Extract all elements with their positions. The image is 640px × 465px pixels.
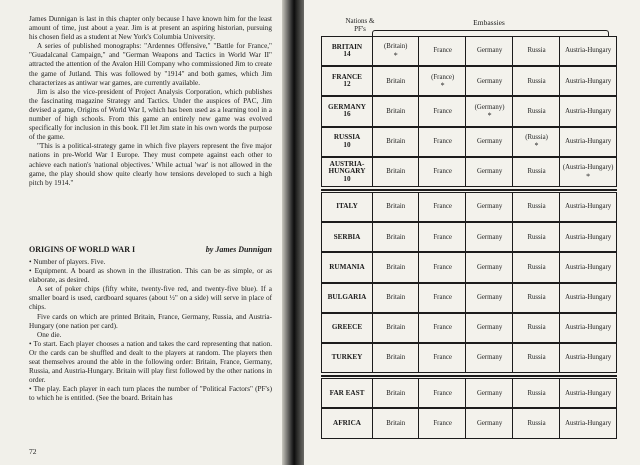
nation-name: SERBIA	[333, 232, 361, 241]
nation-name: AUSTRIA-HUNGARY	[328, 159, 366, 176]
embassy-label: Russia	[527, 263, 546, 271]
page-number: 72	[29, 447, 37, 456]
embassy-cell	[465, 252, 513, 282]
embassy-label: Russia	[527, 324, 546, 332]
embassy-cell	[418, 378, 466, 408]
nation-name: BULGARIA	[327, 292, 367, 301]
nation-cell-russia	[321, 127, 373, 157]
embassy-cell	[418, 283, 466, 313]
embassy-label: Germany	[476, 233, 503, 241]
embassy-label: Britain	[386, 203, 406, 211]
embassy-label: Austria-Hungary	[565, 389, 612, 397]
intro-paragraph-2: A series of published monographs: "Ardennes Offensive," "Battle for France," "Guadalcanal Campaign," and "German Weapons and Tactics in World War II" attracted the attention of the Avalon Hill Company who commissioned Jim to create the game of Jutland. This was followed by "1914" and both games, which Jim characterizes as antiwar war games, are currently available.	[29, 42, 272, 87]
board-row-france	[321, 66, 617, 96]
embassy-cell	[418, 343, 466, 373]
board-row-bulgaria	[321, 283, 617, 313]
embassy-cell	[512, 283, 560, 313]
embassy-label: Germany	[476, 77, 503, 85]
embassy-label: Russia	[527, 354, 546, 362]
right-page	[304, 0, 640, 465]
embassy-label: France	[433, 203, 452, 211]
embassy-label: France	[433, 107, 452, 115]
embassy-cell	[559, 96, 617, 126]
board-separator-minor	[321, 375, 617, 377]
embassy-cell	[512, 96, 560, 126]
board-row-italy	[321, 192, 617, 222]
embassy-cell	[559, 378, 617, 408]
embassy-cell	[372, 192, 420, 222]
embassy-label: France	[433, 168, 452, 176]
embassy-label: (Britain)	[384, 43, 408, 51]
embassy-label: Britain	[386, 137, 406, 145]
embassy-label: Austria-Hungary	[565, 107, 612, 115]
board-row-far-east	[321, 378, 617, 408]
embassy-label: Russia	[527, 107, 546, 115]
rule-cards: Five cards on which are printed Britain, France, Germany, Russia, and Austria-Hungary (one nation per card).	[29, 312, 272, 330]
nation-name: FRANCE	[332, 72, 362, 81]
embassy-label: Britain	[386, 324, 406, 332]
embassy-label: Austria-Hungary	[565, 419, 612, 427]
embassy-cell	[465, 157, 513, 187]
nation-name: RUSSIA	[333, 133, 361, 142]
embassy-cell	[512, 192, 560, 222]
embassy-label: Austria-Hungary	[565, 137, 612, 145]
embassy-cell	[465, 343, 513, 373]
board-row-greece	[321, 313, 617, 343]
embassy-cell	[418, 157, 466, 187]
embassy-cell	[418, 408, 466, 438]
intro-paragraph-4: "This is a political-strategy game in which five players represent the five major nations in pre-World War I Europe. They must compete against each other to achieve each nation's 'national objectives.' While actual 'war' is not allowed in the game, the play should show quite clearly how tensions developed to such a high pitch by 1914."	[29, 142, 272, 187]
embassy-label: Britain	[386, 107, 406, 115]
embassy-cell	[559, 343, 617, 373]
embassy-cell	[372, 313, 420, 343]
embassy-cell	[372, 36, 420, 66]
home-star-icon: *	[586, 171, 591, 181]
intro-paragraph-1: James Dunnigan is last in this chapter only because I have known him for the least amount of time, just about a year. Jim is at present an aspiring historian, pursuing his chosen field as a student at New York's Columbia University.	[29, 15, 272, 42]
nation-name: RUMANIA	[329, 262, 365, 271]
nation-cell-germany	[321, 96, 373, 126]
nation-name: GREECE	[331, 323, 363, 332]
embassy-label: Russia	[527, 419, 546, 427]
nation-cell-greece	[321, 313, 373, 343]
nation-pf: 12	[343, 80, 351, 89]
embassy-cell	[512, 408, 560, 438]
embassy-label: (Germany)	[474, 103, 505, 111]
embassy-label: Britain	[386, 263, 406, 271]
embassy-cell	[559, 408, 617, 438]
embassy-label: France	[433, 263, 452, 271]
embassy-label: Austria-Hungary	[565, 77, 612, 85]
rules-text	[29, 258, 272, 404]
home-star-icon: *	[534, 141, 539, 151]
embassy-cell	[418, 222, 466, 252]
embassy-cell	[372, 408, 420, 438]
embassy-cell	[372, 96, 420, 126]
embassy-cell	[418, 66, 466, 96]
embassy-label: Britain	[386, 354, 406, 362]
board-row-austria-hungary	[321, 157, 617, 187]
embassy-label: Austria-Hungary	[565, 47, 612, 55]
embassy-cell	[465, 96, 513, 126]
embassy-label: France	[433, 324, 452, 332]
board-row-britain	[321, 36, 617, 66]
embassy-label: Germany	[476, 168, 503, 176]
embassy-cell	[418, 127, 466, 157]
nation-cell-rumania	[321, 252, 373, 282]
embassy-cell	[559, 283, 617, 313]
embassy-cell	[465, 283, 513, 313]
nation-name: GERMANY	[328, 103, 366, 112]
embassy-label: (France)	[431, 73, 455, 81]
embassy-cell	[372, 157, 420, 187]
embassy-label: Britain	[386, 77, 406, 85]
embassy-label: Britain	[386, 293, 406, 301]
embassy-label: Austria-Hungary	[565, 233, 612, 241]
embassy-label: Austria-Hungary	[565, 354, 612, 362]
embassy-label: France	[433, 389, 452, 397]
embassy-label: Britain	[386, 389, 406, 397]
embassy-label: Germany	[476, 263, 503, 271]
embassies-header: Embassies	[473, 18, 505, 27]
nation-pf: 16	[343, 110, 351, 119]
embassy-cell	[372, 252, 420, 282]
nation-name: BRITAIN	[331, 42, 363, 51]
nation-cell-turkey	[321, 343, 373, 373]
embassy-label: France	[433, 233, 452, 241]
embassy-cell	[559, 157, 617, 187]
board-row-turkey	[321, 343, 617, 373]
home-star-icon: *	[393, 50, 398, 60]
nation-cell-far-east	[321, 378, 373, 408]
embassy-label: Germany	[476, 354, 503, 362]
nation-name: TURKEY	[331, 353, 363, 362]
nation-cell-africa	[321, 408, 373, 438]
nation-name: FAR EAST	[329, 388, 365, 397]
left-page	[0, 0, 282, 465]
embassy-cell	[372, 222, 420, 252]
embassy-label: Russia	[527, 233, 546, 241]
embassy-cell	[559, 313, 617, 343]
embassy-label: France	[433, 137, 452, 145]
embassy-cell	[465, 408, 513, 438]
nation-cell-italy	[321, 192, 373, 222]
embassy-label: Austria-Hungary	[565, 263, 612, 271]
book-gutter	[282, 0, 304, 465]
embassy-label: France	[433, 354, 452, 362]
embassy-cell	[465, 127, 513, 157]
embassy-label: Russia	[527, 293, 546, 301]
embassy-label: Russia	[527, 203, 546, 211]
embassy-cell	[372, 283, 420, 313]
embassy-label: France	[433, 419, 452, 427]
embassy-cell	[559, 252, 617, 282]
board-row-africa	[321, 408, 617, 438]
embassy-label: Germany	[476, 389, 503, 397]
embassy-cell	[418, 36, 466, 66]
embassy-label: Austria-Hungary	[565, 293, 612, 301]
embassy-label: Britain	[386, 233, 406, 241]
embassy-label: Austria-Hungary	[565, 203, 612, 211]
board-row-germany	[321, 96, 617, 126]
embassy-cell	[559, 36, 617, 66]
embassy-cell	[512, 66, 560, 96]
intro-text	[29, 15, 272, 188]
embassy-cell	[512, 378, 560, 408]
embassy-cell	[512, 252, 560, 282]
embassy-cell	[512, 157, 560, 187]
nation-cell-serbia	[321, 222, 373, 252]
embassy-cell	[465, 378, 513, 408]
board-row-russia	[321, 127, 617, 157]
nation-pf: 10	[343, 140, 351, 149]
embassy-cell	[512, 313, 560, 343]
nation-pf: 14	[343, 50, 351, 59]
embassy-label: Germany	[476, 137, 503, 145]
nation-pf: 10	[343, 174, 351, 183]
embassy-cell	[559, 66, 617, 96]
rule-chips: A set of poker chips (fifty white, twenty-five red, and twenty-five blue). If a smaller board is used, cardboard squares (about ½" on a side) will serve in place of chips.	[29, 285, 272, 312]
embassy-label: Germany	[476, 419, 503, 427]
embassy-label: France	[433, 293, 452, 301]
nation-cell-britain	[321, 36, 373, 66]
embassy-cell	[512, 36, 560, 66]
embassy-cell	[465, 36, 513, 66]
nation-name: ITALY	[336, 202, 358, 211]
board-row-rumania	[321, 252, 617, 282]
embassy-cell	[512, 343, 560, 373]
embassy-cell	[559, 127, 617, 157]
game-heading	[29, 245, 272, 254]
embassy-label: (Russia)	[525, 133, 548, 141]
embassy-label: (Austria-Hungary)	[562, 164, 614, 172]
embassy-cell	[372, 378, 420, 408]
embassy-cell	[372, 66, 420, 96]
board-row-serbia	[321, 222, 617, 252]
intro-paragraph-3: Jim is also the vice-president of Project Analysis Corporation, which publishes the fascinating magazine Strategy and Tactics. Under the auspices of PAC, Jim devised a game, Origins of World War I, which has been used as a learning tool in a number of high schools. From this game an entirely new game was evolved specifically for inclusion in this book. I'll let Jim state in his own words the purpose of the game.	[29, 87, 272, 142]
nation-cell-austria-hungary	[321, 157, 373, 187]
game-byline: by James Dunnigan	[205, 245, 272, 254]
embassy-label: Germany	[476, 324, 503, 332]
embassy-cell	[512, 127, 560, 157]
embassy-cell	[465, 222, 513, 252]
embassy-cell	[418, 313, 466, 343]
home-star-icon: *	[440, 80, 445, 90]
embassy-cell	[465, 313, 513, 343]
rule-die: One die.	[37, 330, 62, 339]
home-star-icon: *	[487, 111, 492, 121]
embassy-label: Russia	[527, 389, 546, 397]
embassy-label: Britain	[386, 168, 406, 176]
embassy-cell	[465, 66, 513, 96]
embassy-label: Britain	[386, 419, 406, 427]
embassy-label: Russia	[527, 77, 546, 85]
embassy-cell	[512, 222, 560, 252]
embassy-label: Germany	[476, 293, 503, 301]
embassy-label: Germany	[476, 47, 503, 55]
rule-play: • The play. Each player in each turn places the number of "Political Factors" (PF's) to which he is entitled. (See the board. Britain has	[29, 385, 272, 403]
embassy-cell	[418, 96, 466, 126]
embassy-cell	[418, 192, 466, 222]
rule-players: • Number of players. Five.	[29, 258, 106, 266]
rule-equipment: • Equipment. A board as shown in the illustration. This can be as simple, or as elaborate, as desired.	[29, 267, 272, 285]
rule-start: • To start. Each player chooses a nation and takes the card representing that nation. Or the cards can be shuffled and dealt to the players at random. The players then seat themselves around the able in the following order: Britain, France, Germany, Russia, and Austria-Hungary. Britain will play first followed by the other nations in order.	[29, 339, 272, 385]
game-title: ORIGINS OF WORLD WAR I	[29, 245, 136, 254]
embassy-label: Germany	[476, 203, 503, 211]
embassy-label: Russia	[527, 168, 546, 176]
nation-cell-france	[321, 66, 373, 96]
nations-header: Nations & PF's	[345, 17, 375, 33]
embassy-cell	[418, 252, 466, 282]
embassy-cell	[465, 192, 513, 222]
nation-name: AFRICA	[333, 418, 361, 427]
embassy-cell	[372, 127, 420, 157]
board-separator-major	[321, 189, 617, 191]
embassy-cell	[372, 343, 420, 373]
embassy-cell	[559, 222, 617, 252]
embassy-label: Russia	[527, 47, 546, 55]
nation-cell-bulgaria	[321, 283, 373, 313]
embassy-cell	[559, 192, 617, 222]
embassy-label: Austria-Hungary	[565, 324, 612, 332]
embassy-label: France	[433, 47, 452, 55]
